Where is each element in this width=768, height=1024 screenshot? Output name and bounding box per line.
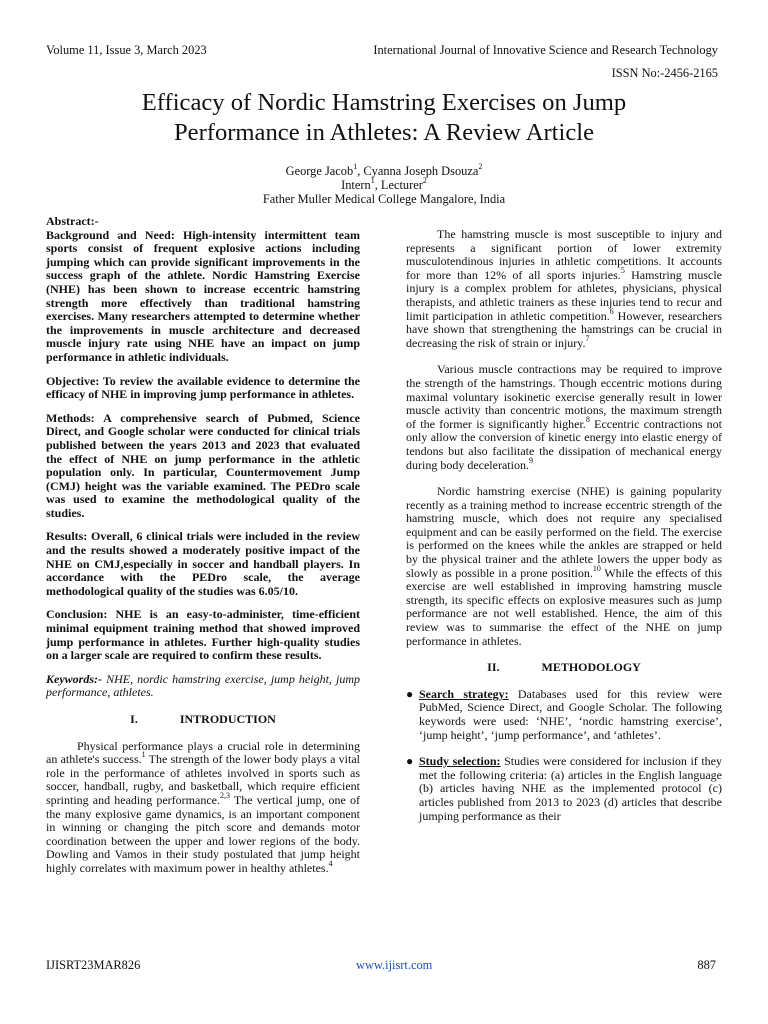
section-num-1: I. xyxy=(130,712,138,726)
section-num-2: II. xyxy=(487,660,500,675)
author-sep: , xyxy=(357,164,364,178)
intro-p2-b: Hamstring muscle injury is a complex problem for athletes, physicians, physical therapists, and athletic trainers as these injuries tend to recur and limit participation in athletic competition. xyxy=(406,267,722,323)
author-2: Cyanna Joseph Dsouza xyxy=(363,164,479,178)
bullet-1-label: Search strategy: xyxy=(419,686,509,701)
keywords-label: Keywords:- xyxy=(46,671,102,686)
left-column xyxy=(46,215,360,876)
right-column-content xyxy=(406,215,722,823)
bullet-dot-icon: ● xyxy=(406,754,414,769)
bullet-2-text: Studies were considered for inclusion if they met the following criteria: (a) articles in the English language (b) articles having NHE as the implemented protocol (c) articles published from 2013 to 2023 (d) articles that describe jumping performance as their xyxy=(419,754,722,823)
role-2: Lecturer xyxy=(380,178,423,192)
abstract-heading: Abstract:- xyxy=(46,214,99,228)
intro-paragraph-4 xyxy=(406,485,722,648)
role-2-sup: 2 xyxy=(422,175,427,185)
intro-paragraph-3 xyxy=(406,363,722,472)
intro-p4-b: While the effects of this exercise are well established in improving hamstring muscle strength, its specific effects on explosive measures such as jump performance are not well established. Hence, the aim of this review was to summarise the effect of the NHE on jump performance in athletes. xyxy=(406,565,722,648)
ref-1: 1 xyxy=(141,750,146,760)
bullet-1-text: Databases used for this review were PubMed, Science Direct, and Google Scholar. The following keywords were used: ‘NHE’, ‘nordic hamstring exercise’, ‘jump height’, ‘jump performance’, and ‘athletes’. xyxy=(419,686,722,742)
affiliation: Father Muller Medical College Mangalore, India xyxy=(262,192,506,206)
role-1-sup: 1 xyxy=(370,175,375,185)
intro-paragraph-2 xyxy=(406,228,722,350)
ref-8: 8 xyxy=(585,414,590,424)
keywords-text: NHE, nordic hamstring exercise, jump height, jump performance, athletes. xyxy=(46,671,360,700)
abstract-methods: Methods: A comprehensive search of Pubmed, Science Direct, and Google scholar were conducted for clinical trials published between the years 2013 and 2023 that evaluated the effect of NHE on jump performance in the athletic population only. In particular, Countermovement Jump (CMJ) height was the variable examined. The PEDro scale was used to examine the methodological quality of the studies. xyxy=(46,410,360,520)
bullet-2-label: Study selection: xyxy=(419,754,501,769)
author-2-sup: 2 xyxy=(478,161,483,171)
journal-name: International Journal of Innovative Science and Research Technology xyxy=(373,43,718,57)
paper-code: IJISRT23MAR826 xyxy=(46,958,141,972)
ref-2-3: 2,3 xyxy=(219,790,230,800)
abstract-objective: Objective: To review the available evidence to determine the efficacy of NHE in improving jump performance in athletes. xyxy=(46,373,360,402)
ref-9: 9 xyxy=(528,455,533,465)
journal-volume: Volume 11, Issue 3, March 2023 xyxy=(46,43,207,57)
intro-paragraph-1 xyxy=(46,740,360,876)
bullet-dot-icon: ● xyxy=(406,686,414,701)
intro-p3-a: Various muscle contractions may be required to improve the strength of the hamstrings. Though eccentric motions during maximal voluntary isokinetic exercise generally result in lower muscle activity than concentric motions, the maximum strength of the former is significantly higher. xyxy=(406,362,722,431)
ref-7: 7 xyxy=(585,333,590,343)
author-1: George Jacob xyxy=(285,164,354,178)
abstract-background: Background and Need: High-intensity intermittent team sports consist of frequent explosive actions including jumping which can provide significant improvements in the success graph of the athlete. Nordic Hamstring Exercise (NHE) has been shown to increase eccentric hamstring strength more effectively than traditional hamstring exercises. Many researchers attempted to determine whether the improvements in muscle architecture and decreased muscle injury rate using NHE have an impact on jump performance in athletic individuals. xyxy=(46,227,360,364)
intro-p1-b: The strength of the lower body plays a vital role in the performance of athletes involved in sports such as soccer, handball, rugby, and basketball, which require efficient sprinting and heading performance. xyxy=(46,752,360,807)
author-roles: Intern$^1$, Lecturer$^2$ xyxy=(341,175,427,192)
issn: ISSN No:-2456-2165 xyxy=(611,66,718,80)
intro-p2-c: However, researchers have shown that strengthening the hamstrings can be crucial in decreasing the risk of strain or injury. xyxy=(406,308,722,350)
ref-6: 6 xyxy=(609,306,614,316)
section-title-1: INTRODUCTION xyxy=(179,712,276,726)
keywords xyxy=(46,673,360,700)
role-1: Intern xyxy=(341,178,371,192)
section-heading-methodology xyxy=(406,661,722,675)
paper-title xyxy=(40,88,728,148)
intro-p1-c: The vertical jump, one of the many explosive game dynamics, is an important component in winning or changing the pitch score and demands motor coordination between the upper and lower regions of the body. Dowling and Vamos in their study postulated that jump height highly correlates with maximum power in healthy athletes. xyxy=(46,792,361,875)
ref-5: 5 xyxy=(620,265,625,275)
ref-10: 10 xyxy=(592,563,601,573)
intro-p3-b: Eccentric contractions not only allow the conversion of kinetic energy into elastic energy of tendons but also facilitate the dissipation of mechanical energy during body deceleration. xyxy=(406,416,722,472)
section-title-2: METHODOLOGY xyxy=(541,660,641,675)
section-heading-introduction xyxy=(46,713,360,727)
abstract-results: Results: Overall, 6 clinical trials were included in the review and the results showed a moderately positive impact of the NHE on CMJ,especially in soccer and handball players. In accordance with the PEDro scale, the average methodological quality of the studies was 6.05/10. xyxy=(46,529,360,598)
abstract-conclusion: Conclusion: NHE is an easy-to-administer, time-efficient minimal equipment training method that showed improved jump performance in athletes. Further high-quality studies on a larger scale are required to confirm these results. xyxy=(46,607,360,663)
intro-p4-a: Nordic hamstring exercise (NHE) is gaining popularity recently as a training method to increase eccentric strength of the hamstring muscle, which does not require any specialised equipment and can be easily performed on the field. The exercise is performed on the knees while the ankles are strapped or held by the physical trainer and the athlete lowers the upper body as slowly as possible in a prone position. xyxy=(406,484,722,580)
intro-p1-a: Physical performance plays a crucial role in determining an athlete's success. xyxy=(46,738,360,767)
title-line-2: Performance in Athletes: A Review Article xyxy=(173,119,595,146)
intro-p2-a: The hamstring muscle is most susceptible to injury and represents a significant portion of lower extremity musculotendinous injuries in athletic competitions. It accounts for more than 12% of all sports injuries. xyxy=(406,227,722,282)
author-1-sup: 1 xyxy=(353,161,358,171)
page-number: 887 xyxy=(697,958,716,972)
title-line-1: Efficacy of Nordic Hamstring Exercises on Jump xyxy=(141,89,627,116)
author-list xyxy=(0,161,768,178)
journal-url-link[interactable]: www.ijisrt.com xyxy=(356,958,433,972)
bullet-study-selection xyxy=(406,755,722,823)
ref-4: 4 xyxy=(328,858,333,868)
bullet-search-strategy xyxy=(406,688,722,742)
